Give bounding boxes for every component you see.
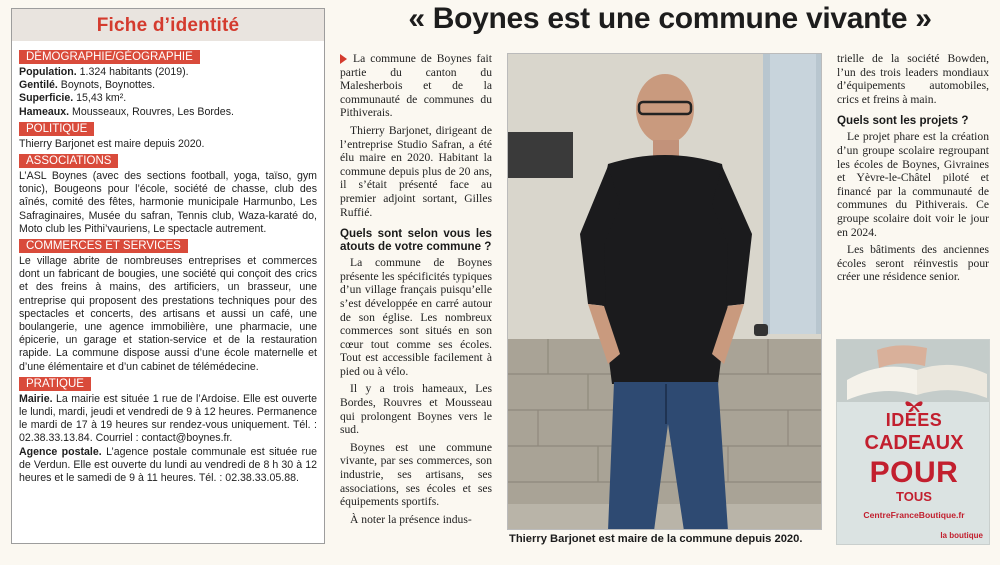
gift-ideas-advertisement[interactable] [836, 339, 990, 545]
identity-card-sidebar [11, 8, 325, 544]
surface-label: Superficie. [19, 92, 74, 105]
town-hall-label: Mairie. [19, 392, 53, 405]
article-paragraph [340, 52, 492, 120]
hamlets-label: Hameaux. [19, 105, 70, 118]
population-value: 1.324 habitants (2019). [76, 66, 189, 78]
mayor-photo-illustration [508, 54, 822, 530]
question-heading: Quels sont les projets ? [837, 114, 969, 128]
population-label: Population. [19, 66, 77, 78]
ad-line-for: POUR [869, 456, 959, 489]
identity-card-title: Fiche d’identité [12, 9, 324, 41]
article-paragraph: Les bâtiments des anciennes écoles seront réinvestis pour créer une résidence senior. [837, 243, 989, 284]
article-paragraph: Il y a trois hameaux, Les Bordes, Rouvres et Mousseau qui prolongent Boynes vers le sud. [340, 382, 492, 437]
article-paragraph: Le projet phare est la création d’un groupe scolaire regroupant les écoles de Boynes, Givraines et Yèvre-le-Châtel piloté et financé par la communauté de communes du Pithiverais. Ce groupe scolaire doit voir le jour en 2024. [837, 130, 989, 239]
ad-line-all: TOUS [896, 489, 932, 504]
article-column-3 [837, 52, 989, 288]
ad-url[interactable]: CentreFranceBoutique.fr [863, 510, 965, 520]
ad-line-ideas: IDÉES [885, 410, 943, 430]
article-headline: « Boynes est une commune vivante » [408, 2, 932, 35]
politics-text: Thierry Barjonet est maire depuis 2020. [19, 137, 205, 150]
gentile-value: Boynots, Boynottes. [57, 79, 156, 92]
article-paragraph: La commune de Boynes présente les spécificités typiques d’un village français puisqu’elle s’est développée en carré autour de son église. Les nombreux commerces sont situés en son cœur tout comme ses écoles. Tout est accessible facilement à pied ou à vélo. [340, 256, 492, 378]
mayor-photo [507, 53, 822, 530]
article-paragraph: Thierry Barjonet, dirigeant de l’entreprise Studio Safran, a été élu maire en 2020. Habitant la commune depuis plus de 20 ans, il s’était présenté face au premier adjoint sortant, Gilles Ruffié. [340, 123, 492, 219]
paragraph-marker-icon [340, 54, 347, 64]
article-paragraph: trielle de la société Bowden, l’un des trois leaders mondiaux d’équipements automobiles, crics et freins à main. [837, 52, 989, 106]
section-head-practical: PRATIQUE [19, 377, 91, 391]
surface-value: 15,43 km². [73, 92, 127, 105]
gentile-label: Gentilé. [19, 79, 58, 92]
article-column-1 [340, 52, 492, 530]
post-office-label: Agence postale. [19, 445, 102, 458]
ad-brand-logo: la boutique [940, 531, 983, 540]
demographics-text [19, 66, 317, 119]
section-head-commerce: COMMERCES ET SERVICES [19, 239, 188, 253]
town-hall-text: La mairie est située 1 rue de l’Ardoise. Elle est ouverte le lundi, mardi, jeudi et vendredi de 9 à 12 heures. Permanence le mardi de 17 à 19 heures sur rendez-vous uniquement. Tél. : 02.38.33.13.84. Courriel : contact@boynes.fr. [19, 392, 317, 445]
section-head-politics: POLITIQUE [19, 122, 94, 136]
practical-text [19, 393, 317, 485]
ad-line-gifts: CADEAUX [864, 432, 964, 454]
photo-caption: Thierry Barjonet est maire de la commune depuis 2020. [509, 533, 803, 545]
post-office-text: L’agence postale communale est située rue de Verdun. Elle est ouverte du lundi au vendredi de 8 h 30 à 12 heures et le samedi de 9 à 11 heures. Tél. : 02.38.33.05.88. [19, 445, 317, 485]
article-paragraph: Boynes est une commune vivante, par ses commerces, son industrie, ses artisans, ses associations, ses écoles et ses équipements sportifs. [340, 440, 492, 509]
article-paragraph: À noter la présence indus- [350, 512, 472, 526]
section-head-associations: ASSOCIATIONS [19, 154, 118, 168]
open-book-icon [837, 340, 990, 402]
section-head-demographics: DÉMOGRAPHIE/GÉOGRAPHIE [19, 50, 200, 64]
associations-text: L’ASL Boynes (avec des sections football, yoga, taïso, gym tonic), Bougeons pour l’école, société de chasse, club des aînés, comité des fêtes, harmonie municipale Harmunbo, Les Safraginaires, Musée du safran, Tennis club, Waza-karaté do, Moto club les Pithi’vauriens, Le spectacle autrement. [19, 170, 317, 235]
hamlets-value: Mousseaux, Rouvres, Les Bordes. [69, 105, 234, 118]
commerce-text: Le village abrite de nombreuses entreprises et commerces dont un fabricant de bougies, une société qui conçoit des crics et des freins à mains, des artificiers, un brasseur, une entreprise qui proposent des prestations techniques pour des spectacles et concerts, des artisans et aussi un café, une boulangerie, une agence immobilière, une pharmacie, une épicerie, un garage et station-service et de la restauration rapide. La commune dispose aussi d’une école maternelle et d’une élémentaire et d’un cabinet de télémédecine. [19, 255, 317, 373]
paragraph-text: La commune de Boynes fait partie du canton du Malesherbois et de la communauté de communes du Pithiverais. [340, 52, 492, 120]
question-heading: Quels sont selon vous les atouts de votre commune ? [340, 227, 492, 254]
